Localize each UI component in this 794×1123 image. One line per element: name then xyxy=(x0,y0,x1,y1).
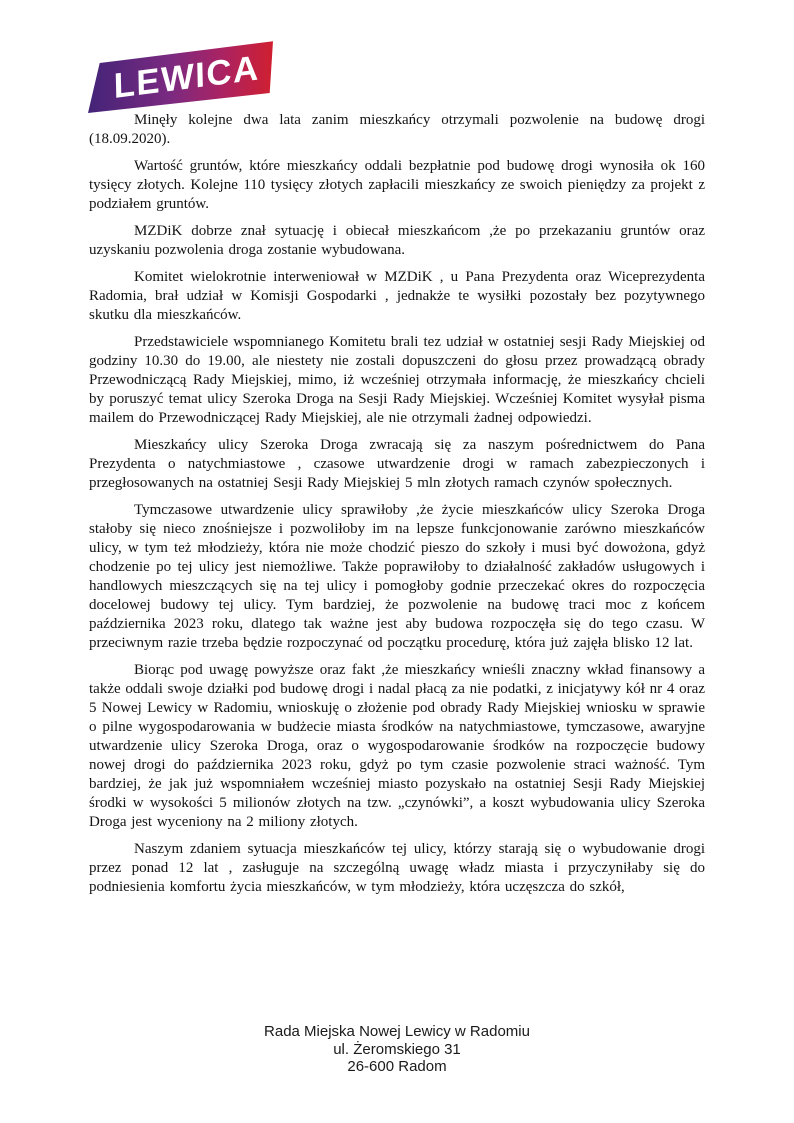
paragraph-5: Przedstawiciele wspomnianego Komitetu brali tez udział w ostatniej sesji Rady Miejskiej od godziny 10.30 do 19.00, ale niestety nie zostali dopuszczeni do głosu przez prowadzącą obrady Przewodniczącą Rady Miejskiej, mimo, iż wcześniej otrzymała informację, że mieszkańcy chcieli by poruszyć temat ulicy Szeroka Droga na Sesji Rady Miejskiej. Wcześniej Komitet wysyłał pisma mailem do Przewodniczącej Rady Miejskiej, ale nie otrzymali żadnej odpowiedzi. xyxy=(89,334,705,426)
paragraph-1: Minęły kolejne dwa lata zanim mieszkańcy otrzymali pozwolenie na budowę drogi (18.09.2020). xyxy=(89,112,705,147)
paragraph-8: Biorąc pod uwagę powyższe oraz fakt ,że mieszkańcy wnieśli znaczny wkład finansowy a także oddali swoje działki pod budowę drogi i nadal płacą za nie podatki, z inicjatywy kół nr 4 oraz 5 Nowej Lewicy w Radomiu, wnioskuję o złożenie pod obrady Rady Miejskiej wniosku w sprawie o pilne wygospodarowania w budżecie miasta środków na natychmiastowe, tymczasowe, awaryjne utwardzenie ulicy Szeroka Droga, oraz o wygospodarowanie środków na rozpoczęcie budowy nowej drogi do października 2023 roku, gdyż po tym czasie pozwolenie straci ważność. Tym bardziej, że jak już wspomniałem wcześniej miasto pozyskało na ostatniej Sesji Rady Miejskiej środki w wysokości 5 milionów złotych na tzw. „czynówki”, a koszt wybudowania ulicy Szeroka Droga jest wyceniony na 2 miliony złotych. xyxy=(89,662,705,830)
lewica-logo xyxy=(86,36,286,120)
lewica-logo-text: LEWICA xyxy=(113,48,260,107)
paragraph-7: Tymczasowe utwardzenie ulicy sprawiłoby ,że życie mieszkańców ulicy Szeroka Droga stałoby się nieco znośniejsze i pozwoliłoby im na lepsze funkcjonowanie zarówno mieszkańców ulicy, w tym też młodzieży, która nie może chodzić pieszo do szkoły i musi być dowożona, gdyż chodzenie po tej ulicy jest niemożliwe. Także poprawiłoby to działalność zakładów usługowych i handlowych mieszczących się na tej ulicy i pomogłoby godnie przeczekać okres do rozpoczęcia docelowej budowy tej ulicy. Tym bardziej, że pozwolenie na budowę traci moc z końcem października 2023 roku, dlatego tak ważne jest aby budowa rozpoczęła się do tego czasu. W przeciwnym razie trzeba będzie rozpoczynać od początku procedurę, która już zajęła blisko 12 lat. xyxy=(89,502,705,651)
footer-city: 26-600 Radom xyxy=(347,1058,447,1075)
paragraph-9: Naszym zdaniem sytuacja mieszkańców tej ulicy, którzy starają się o wybudowanie drogi przez ponad 12 lat , zasługuje na szczególną uwagę władz miasta i przyczyniłaby się do podniesienia komfortu życia mieszkańców, w tym młodzieży, która uczęszcza do szkół, xyxy=(89,841,705,895)
paragraph-4: Komitet wielokrotnie interweniował w MZDiK , u Pana Prezydenta oraz Wiceprezydenta Radomia, brał udział w Komisji Gospodarki , jednakże te wysiłki pozostały bez pozytywnego skutku dla mieszkańców. xyxy=(89,269,705,323)
letter-body xyxy=(89,111,705,905)
footer-address-block xyxy=(0,1023,794,1076)
paragraph-6: Mieszkańcy ulicy Szeroka Droga zwracają się za naszym pośrednictwem do Pana Prezydenta o natychmiastowe , czasowe utwardzenie drogi w ramach zabezpieczonych i przegłosowanych na ostatniej Sesji Rady Miejskiej 5 mln złotych ramach czynów społecznych. xyxy=(89,437,705,491)
footer-street: ul. Żeromskiego 31 xyxy=(333,1040,461,1058)
lewica-logo-graphic xyxy=(86,36,286,120)
footer-org-name: Rada Miejska Nowej Lewicy w Radomiu xyxy=(264,1023,530,1040)
paragraph-2: Wartość gruntów, które mieszkańcy oddali bezpłatnie pod budowę drogi wynosiła ok 160 tysięcy złotych. Kolejne 110 tysięcy złotych zapłacili mieszkańcy ze swoich pieniędzy za projekt z podziałem gruntów. xyxy=(89,158,705,212)
paragraph-3: MZDiK dobrze znał sytuację i obiecał mieszkańcom ,że po przekazaniu gruntów oraz uzyskaniu pozwolenia droga zostanie wybudowana. xyxy=(89,223,705,258)
